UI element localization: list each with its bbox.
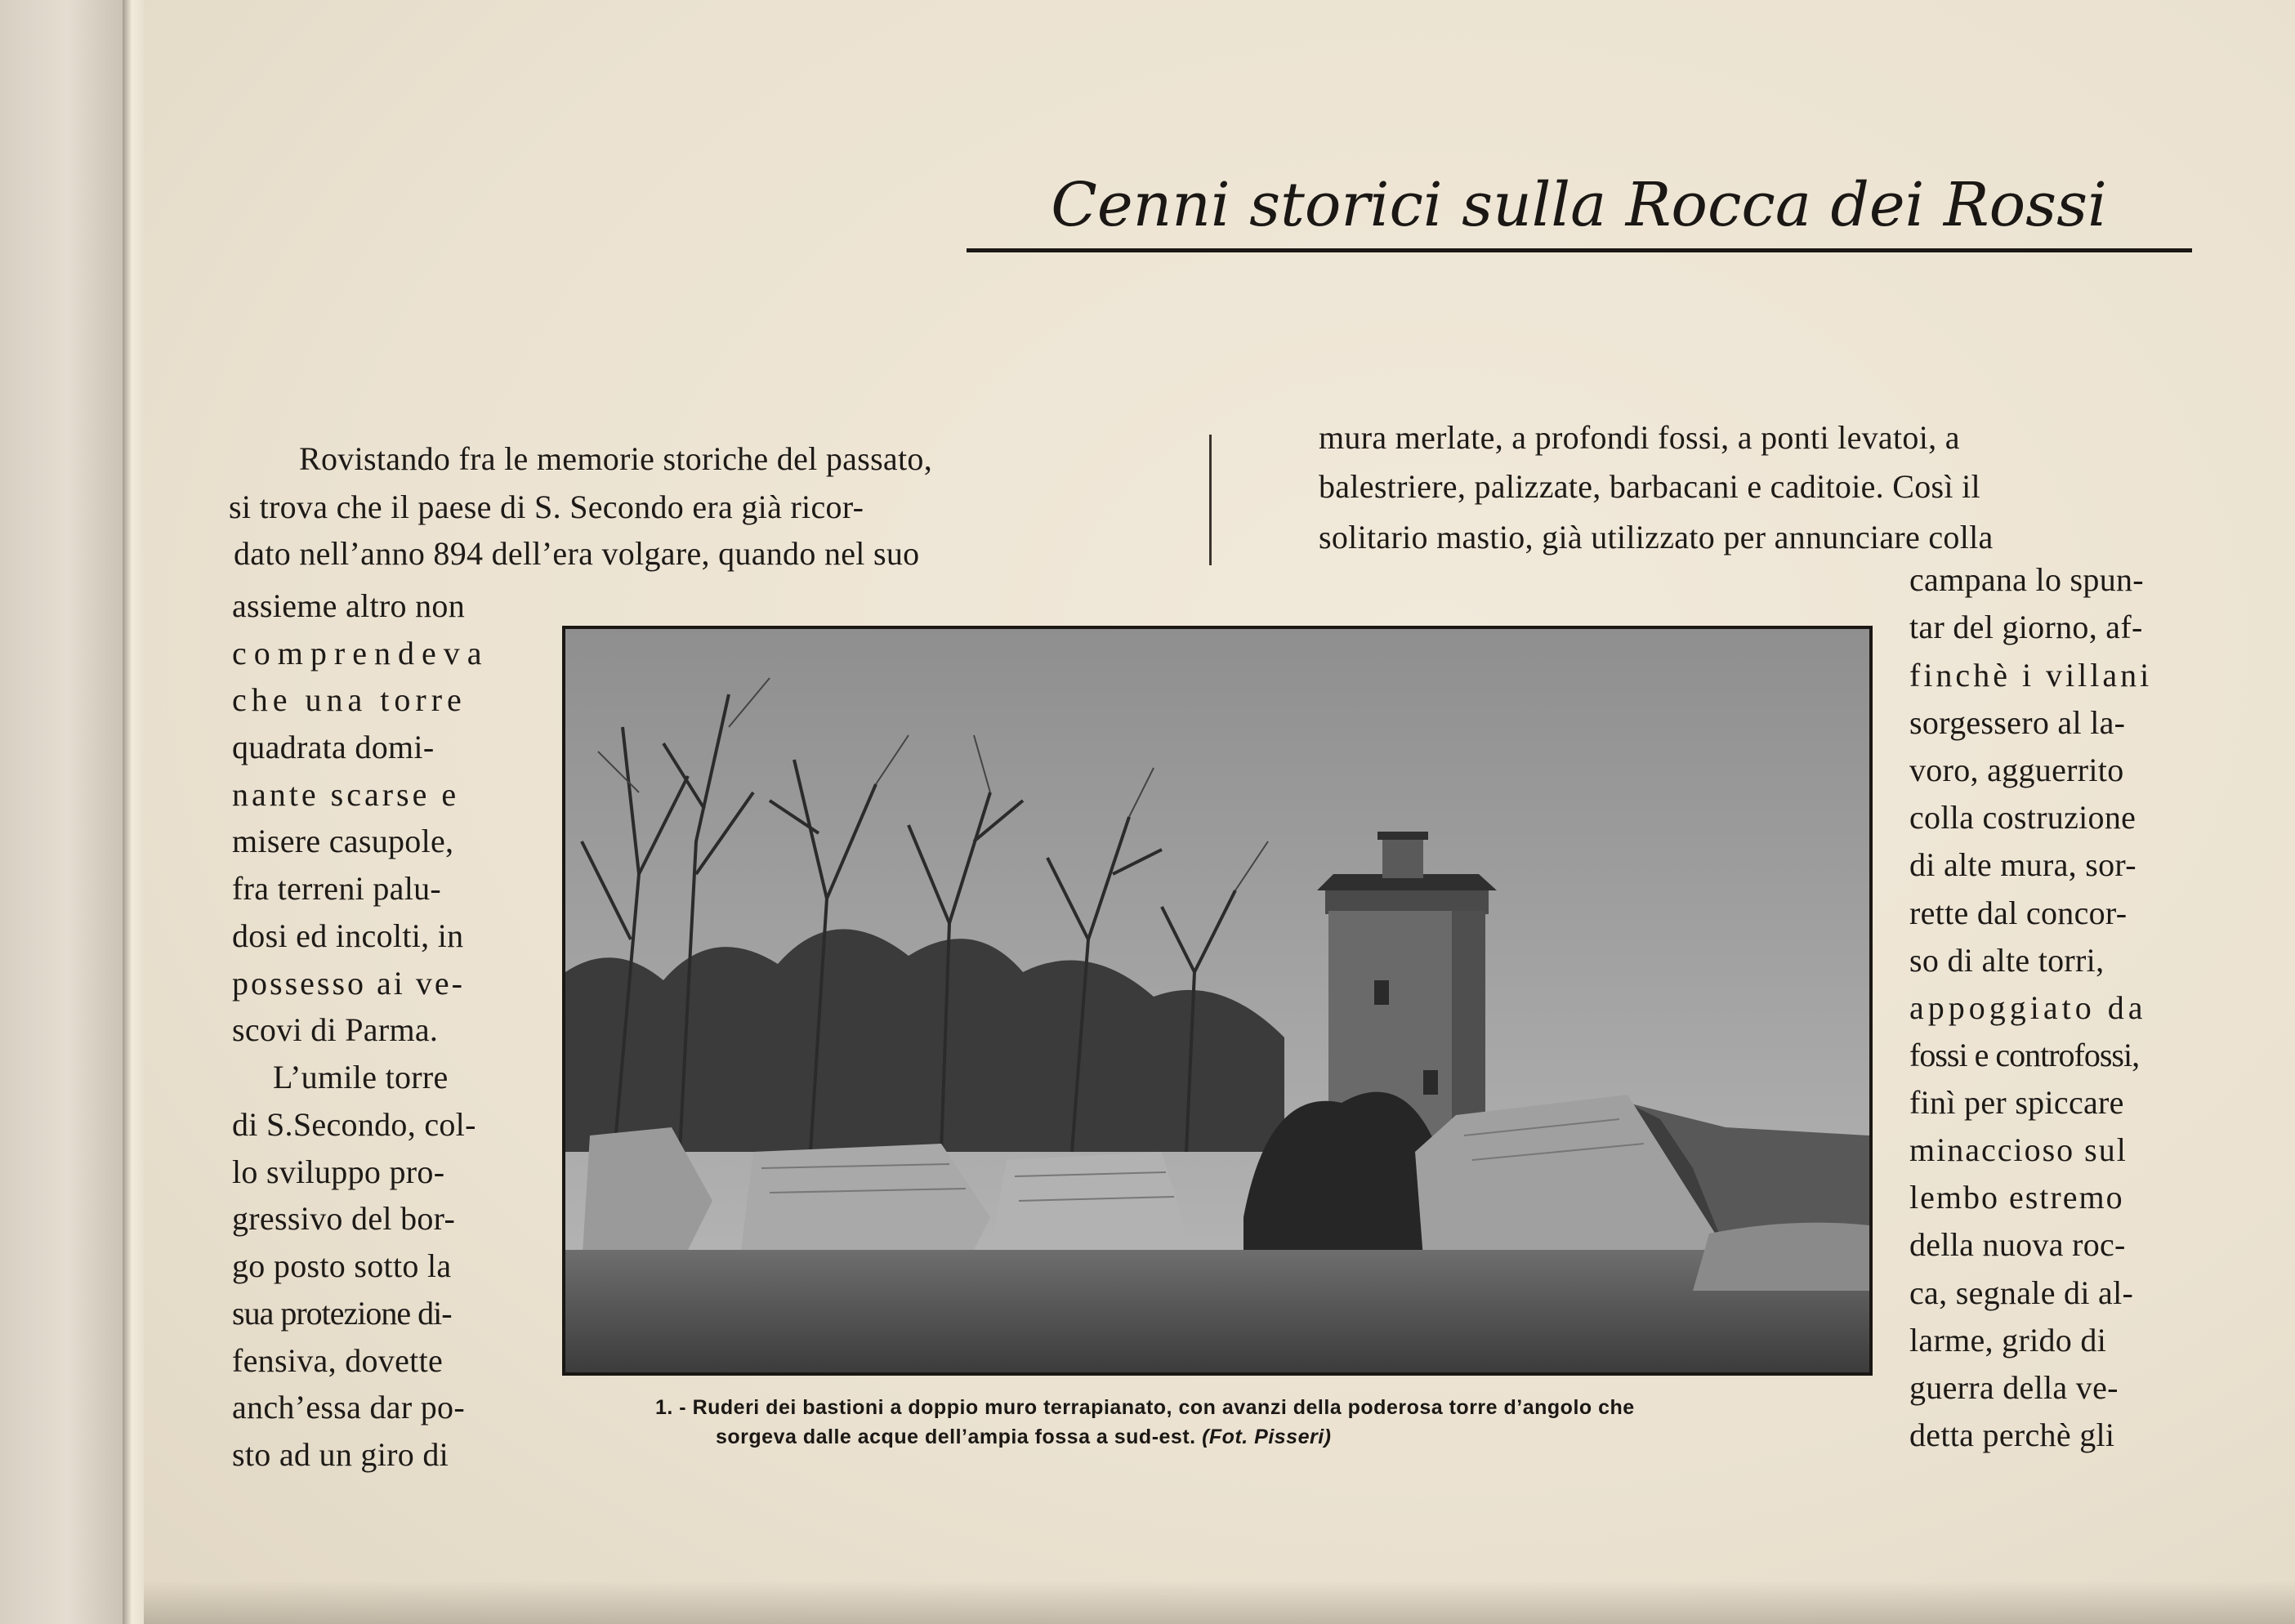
figure-caption [655,1394,1635,1421]
photograph [562,626,1873,1376]
column-divider [1209,435,1212,565]
text-line: rette dal concor- [1909,895,2128,931]
text-line: L’umile torre [273,1059,449,1095]
text-line: sto ad un giro di [232,1436,449,1473]
text-line: gressivo del bor- [232,1200,456,1237]
text-line: voro, agguerrito [1909,752,2124,788]
text-line: ca, segnale di al- [1909,1274,2134,1311]
text-line: sorgessero al la- [1909,704,2126,741]
text-line: finì per spiccare [1909,1084,2124,1121]
text-line: dato nell’anno 894 dell’era volgare, quando nel suo [234,535,920,572]
text-line: nante scarse e [232,776,460,813]
text-line: scovi di Parma. [232,1011,439,1048]
text-line: misere casupole, [232,823,454,859]
text-line: sua protezione di- [232,1295,452,1332]
text-line: appoggiato da [1909,989,2147,1026]
text-line: so di alte torri, [1909,942,2105,979]
photo-ruins-and-tower [565,629,1869,1372]
title-underline [967,248,2192,252]
page-bottom-shadow [144,1581,2295,1624]
text-line: fensiva, dovette [232,1342,444,1379]
text-line: assieme altro non [232,587,466,624]
text-line: comprendeva [232,635,489,671]
text-line: di S.Secondo, col- [232,1106,476,1143]
text-line: fra terreni palu- [232,870,442,907]
book-spine [123,0,144,1624]
figure-caption-line-2 [716,1423,1332,1451]
text-line: si trova che il paese di S. Secondo era già ricor- [229,489,864,525]
text-line: finchè i villani [1909,657,2153,694]
text-line: di alte mura, sor- [1909,846,2136,883]
text-line: fossi e controfossi, [1909,1037,2140,1073]
page-title: Cenni storici sulla Rocca dei Rossi [1051,170,2107,240]
text-line: che una torre [232,681,467,718]
text-line: della nuova roc- [1909,1226,2126,1263]
text-line: minaccioso sul [1909,1131,2128,1168]
text-line: anch’essa dar po- [232,1389,465,1425]
text-line: balestriere, palizzate, barbacani e caditoie. Così il [1319,468,1980,505]
text-line: tar del giorno, af- [1909,609,2143,645]
text-line: dosi ed incolti, in [232,917,464,954]
text-line: possesso ai ve- [232,965,465,1002]
text-line: detta perchè gli [1909,1417,2115,1453]
caption-line-2: sorgeva dalle acque dell’ampia fossa a sud-est. [716,1425,1196,1448]
facing-page-edge [0,0,123,1624]
text-line: go posto sotto la [232,1247,452,1284]
text-line: lo sviluppo pro- [232,1153,445,1190]
text-line: solitario mastio, già utilizzato per annunciare colla [1319,519,1994,555]
caption-line-1: 1. - Ruderi dei bastioni a doppio muro terrapianato, con avanzi della poderosa torre d’angolo che [655,1396,1635,1419]
text-line: campana lo spun- [1909,561,2144,598]
text-line: larme, grido di [1909,1322,2107,1359]
text-line: colla costruzione [1909,799,2136,836]
text-line: guerra della ve- [1909,1369,2119,1406]
text-line: mura merlate, a profondi fossi, a ponti levatoi, a [1319,419,1960,456]
text-line: quadrata domi- [232,729,435,765]
text-line: lembo estremo [1909,1179,2124,1216]
photo-credit: (Fot. Pisseri) [1202,1425,1332,1448]
text-line: Rovistando fra le memorie storiche del passato, [299,440,932,477]
